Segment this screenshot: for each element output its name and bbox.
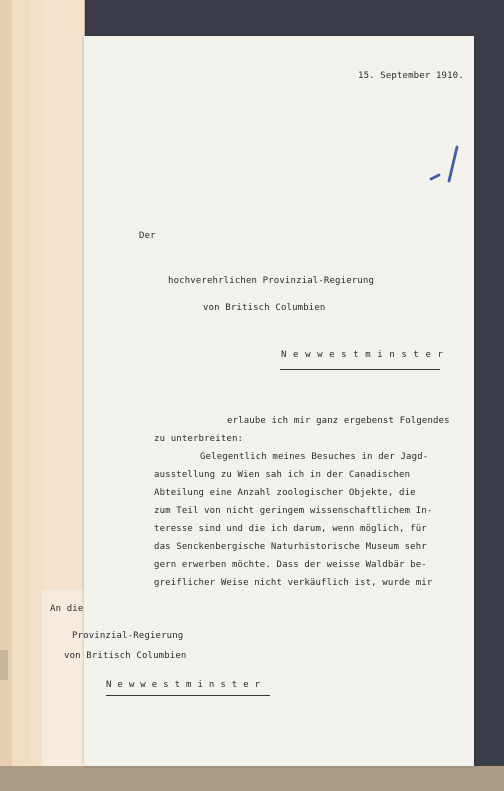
body-line: gern erwerben möchte. Dass der weisse Waldbär be- (154, 560, 427, 570)
recipient-line-2: von Britisch Columbien (203, 303, 326, 313)
body-line: teresse sind und die ich darum, wenn möglich, für (154, 524, 427, 534)
folder-edge-2 (12, 0, 31, 791)
body-line: erlaube ich mir ganz ergebenst Folgendes (227, 416, 450, 426)
body-line: zu unterbreiten: (154, 434, 244, 444)
address-line-3: von Britisch Columbien (64, 651, 187, 661)
body-line: Abteilung eine Anzahl zoologischer Objekte, die (154, 488, 416, 498)
letter-date: 15. September 1910. (358, 71, 464, 81)
folder-tab-mark (0, 650, 8, 680)
city-underline (280, 369, 440, 370)
address-line-1: An die (50, 604, 84, 614)
body-line: zum Teil von nicht geringem wissenschaftlichem In- (154, 506, 433, 516)
salutation: Der (139, 231, 156, 241)
svg-text:1: 1 (467, 182, 469, 184)
body-line: Gelegentlich meines Besuches in der Jagd- (200, 452, 429, 462)
cardboard-backing (0, 766, 504, 791)
address-city: N e w w e s t m i n s t e r (106, 680, 261, 690)
body-line: das Senckenbergische Naturhistorische Museum sehr (154, 542, 427, 552)
body-line: ausstellung zu Wien sah ich in der Canadischen (154, 470, 411, 480)
city-heading: N e w w e s t m i n s t e r (281, 350, 444, 360)
body-line: greiflicher Weise nicht verkäuflich ist, wurde mir (154, 578, 433, 588)
recipient-line-1: hochverehrlichen Provinzial-Regierung (168, 276, 375, 286)
archive-number-mark (427, 143, 475, 187)
address-city-underline (106, 695, 270, 696)
address-line-2: Provinzial-Regierung (72, 631, 184, 641)
